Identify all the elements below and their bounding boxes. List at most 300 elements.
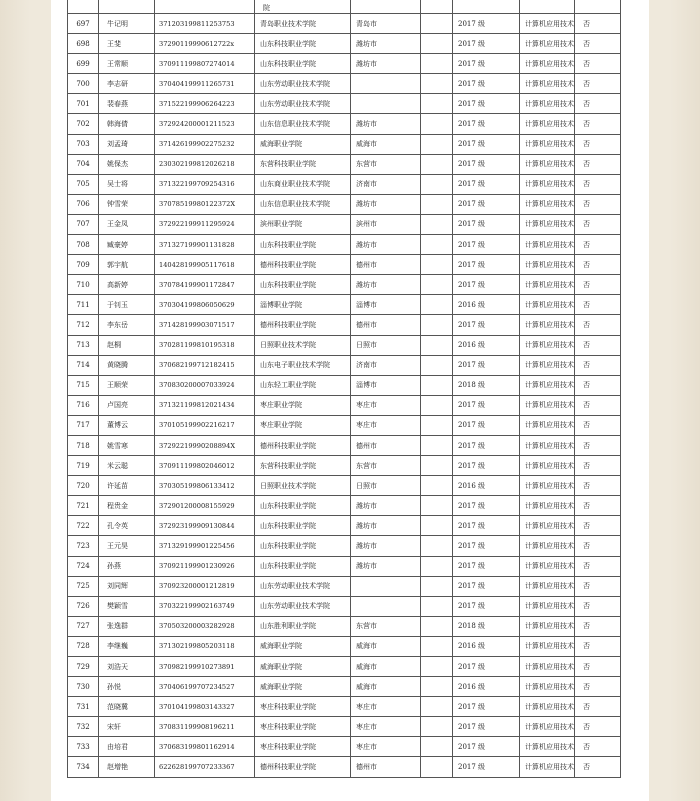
- row-number: 722: [68, 516, 99, 536]
- grade-year: 2017 级: [453, 14, 520, 34]
- table-row: [68, 235, 621, 255]
- city: 枣庄市: [351, 737, 421, 757]
- major: 计算机应用技术: [520, 737, 575, 757]
- grade-year: 2017 级: [453, 456, 520, 476]
- cell-empty: [421, 516, 453, 536]
- table-row: [68, 74, 621, 94]
- cell-empty: [421, 235, 453, 255]
- cell-empty: [421, 556, 453, 576]
- id-number: 370921199901230926: [155, 556, 255, 576]
- cell-empty: [68, 0, 99, 14]
- cell-empty: [421, 74, 453, 94]
- grade-year: 2017 级: [453, 315, 520, 335]
- student-name: 王金凤: [99, 214, 155, 234]
- grade-year: 2017 级: [453, 34, 520, 54]
- cell-empty: [421, 476, 453, 496]
- major: 计算机应用技术: [520, 214, 575, 234]
- cell-empty: [421, 395, 453, 415]
- id-number: 140428199905117618: [155, 255, 255, 275]
- row-number: 700: [68, 74, 99, 94]
- school-name: 德州科技职业学院: [255, 757, 351, 777]
- city: 济南市: [351, 355, 421, 375]
- row-number: 706: [68, 194, 99, 214]
- row-number: 708: [68, 235, 99, 255]
- student-name: 李志研: [99, 74, 155, 94]
- city: 潍坊市: [351, 235, 421, 255]
- row-number: 717: [68, 415, 99, 435]
- student-name: 刘浩天: [99, 657, 155, 677]
- major: 计算机应用技术: [520, 536, 575, 556]
- status: 否: [575, 757, 621, 777]
- city: 德州市: [351, 435, 421, 455]
- city: 潍坊市: [351, 496, 421, 516]
- row-number: 711: [68, 295, 99, 315]
- student-table: [67, 0, 621, 778]
- student-name: 李继巍: [99, 636, 155, 656]
- cell-empty: [421, 657, 453, 677]
- city: 德州市: [351, 255, 421, 275]
- table-row: [68, 54, 621, 74]
- cell-empty: [421, 456, 453, 476]
- table-row: [68, 435, 621, 455]
- school-name: 日照职业技术学院: [255, 335, 351, 355]
- cell-empty: [421, 114, 453, 134]
- status: 否: [575, 255, 621, 275]
- major: 计算机应用技术: [520, 335, 575, 355]
- row-number: 728: [68, 636, 99, 656]
- cell-empty: [99, 0, 155, 14]
- major: 计算机应用技术: [520, 657, 575, 677]
- cell-empty: [421, 496, 453, 516]
- student-name: 臧豪婷: [99, 235, 155, 255]
- id-number: 622628199707233367: [155, 757, 255, 777]
- id-number: 37292219990208894X: [155, 435, 255, 455]
- status: 否: [575, 335, 621, 355]
- student-name: 由培君: [99, 737, 155, 757]
- school-name: 威海职业学院: [255, 134, 351, 154]
- table-row: [68, 174, 621, 194]
- major: 计算机应用技术: [520, 54, 575, 74]
- school-name: 威海职业学院: [255, 636, 351, 656]
- school-name: 山东劳动职业技术学院: [255, 74, 351, 94]
- id-number: 372922199911295924: [155, 214, 255, 234]
- status: 否: [575, 576, 621, 596]
- grade-year: 2017 级: [453, 94, 520, 114]
- city: 淄博市: [351, 375, 421, 395]
- row-number: 704: [68, 154, 99, 174]
- status: 否: [575, 536, 621, 556]
- school-name: 日照职业技术学院: [255, 476, 351, 496]
- status: 否: [575, 355, 621, 375]
- row-number: 731: [68, 697, 99, 717]
- major: 计算机应用技术: [520, 74, 575, 94]
- row-number: 713: [68, 335, 99, 355]
- id-number: 370305199806133412: [155, 476, 255, 496]
- status: 否: [575, 214, 621, 234]
- row-number: 699: [68, 54, 99, 74]
- major: 计算机应用技术: [520, 94, 575, 114]
- status: 否: [575, 114, 621, 134]
- student-name: 张逸群: [99, 616, 155, 636]
- grade-year: 2017 级: [453, 415, 520, 435]
- table-row: [68, 34, 621, 54]
- row-number: 724: [68, 556, 99, 576]
- school-name: 东营科技职业学院: [255, 154, 351, 174]
- city: 东营市: [351, 154, 421, 174]
- student-name: 黄晓腾: [99, 355, 155, 375]
- row-number: 698: [68, 34, 99, 54]
- major: 计算机应用技术: [520, 295, 575, 315]
- city: 东营市: [351, 456, 421, 476]
- student-name: 王元昊: [99, 536, 155, 556]
- cell-empty: [421, 0, 453, 14]
- school-name: 山东科技职业学院: [255, 54, 351, 74]
- status: 否: [575, 34, 621, 54]
- id-number: 372924200001211523: [155, 114, 255, 134]
- cell-empty: [421, 737, 453, 757]
- table-row: [68, 355, 621, 375]
- grade-year: 2016 级: [453, 295, 520, 315]
- status: 否: [575, 496, 621, 516]
- row-number: 723: [68, 536, 99, 556]
- school-name: 山东科技职业学院: [255, 34, 351, 54]
- cell-empty: [421, 757, 453, 777]
- student-name: 牛记明: [99, 14, 155, 34]
- grade-year: 2018 级: [453, 375, 520, 395]
- row-number: 730: [68, 677, 99, 697]
- id-number: 37290119990612722x: [155, 34, 255, 54]
- status: 否: [575, 657, 621, 677]
- table-row: [68, 476, 621, 496]
- status: 否: [575, 636, 621, 656]
- id-number: 370304199806050629: [155, 295, 255, 315]
- cell-empty: [421, 596, 453, 616]
- table-row: [68, 295, 621, 315]
- school-name: 山东科技职业学院: [255, 235, 351, 255]
- status: 否: [575, 697, 621, 717]
- table-row: [68, 154, 621, 174]
- student-name: 钟雪荣: [99, 194, 155, 214]
- table-row: [68, 616, 621, 636]
- grade-year: 2017 级: [453, 134, 520, 154]
- major: 计算机应用技术: [520, 717, 575, 737]
- major: 计算机应用技术: [520, 235, 575, 255]
- row-number: 714: [68, 355, 99, 375]
- student-name: 卢国亮: [99, 395, 155, 415]
- student-name: 刘同辉: [99, 576, 155, 596]
- cell-empty: [421, 275, 453, 295]
- table-row: [68, 214, 621, 234]
- city: [351, 94, 421, 114]
- major: 计算机应用技术: [520, 435, 575, 455]
- grade-year: 2017 级: [453, 174, 520, 194]
- cell-empty: [575, 0, 621, 14]
- city: 潍坊市: [351, 536, 421, 556]
- major: 计算机应用技术: [520, 395, 575, 415]
- cell-empty: [421, 335, 453, 355]
- id-number: 370830200007033924: [155, 375, 255, 395]
- major: 计算机应用技术: [520, 255, 575, 275]
- grade-year: 2017 级: [453, 194, 520, 214]
- id-number: 371329199901225456: [155, 536, 255, 556]
- id-number: 371302199805203118: [155, 636, 255, 656]
- grade-year: 2016 级: [453, 677, 520, 697]
- cell-empty: [421, 636, 453, 656]
- city: 德州市: [351, 757, 421, 777]
- id-number: 370683199801162914: [155, 737, 255, 757]
- row-number: 707: [68, 214, 99, 234]
- row-number: 734: [68, 757, 99, 777]
- table-row: [68, 134, 621, 154]
- major: 计算机应用技术: [520, 154, 575, 174]
- city: 滨州市: [351, 214, 421, 234]
- major: 计算机应用技术: [520, 194, 575, 214]
- grade-year: 2017 级: [453, 697, 520, 717]
- school-name: 枣庄职业学院: [255, 415, 351, 435]
- city: 威海市: [351, 636, 421, 656]
- table-row: [68, 94, 621, 114]
- table-row: [68, 697, 621, 717]
- table-row: [68, 596, 621, 616]
- student-name: 高新婷: [99, 275, 155, 295]
- school-name: 山东商业职业技术学院: [255, 174, 351, 194]
- grade-year: 2017 级: [453, 496, 520, 516]
- status: 否: [575, 315, 621, 335]
- cell-empty: [421, 536, 453, 556]
- status: 否: [575, 74, 621, 94]
- city: 日照市: [351, 476, 421, 496]
- school-name: 山东劳动职业技术学院: [255, 94, 351, 114]
- id-number: 37078519980122372X: [155, 194, 255, 214]
- grade-year: 2016 级: [453, 476, 520, 496]
- city: 威海市: [351, 134, 421, 154]
- cell-empty: [453, 0, 520, 14]
- cell-empty: [421, 576, 453, 596]
- id-number: 371203199811253753: [155, 14, 255, 34]
- row-number: 719: [68, 456, 99, 476]
- student-name: 姚保杰: [99, 154, 155, 174]
- cell-empty: [421, 14, 453, 34]
- student-name: 孔令英: [99, 516, 155, 536]
- status: 否: [575, 435, 621, 455]
- major: 计算机应用技术: [520, 677, 575, 697]
- cell-empty: [421, 697, 453, 717]
- id-number: 370911199807274014: [155, 54, 255, 74]
- status: 否: [575, 134, 621, 154]
- cell-empty: [351, 0, 421, 14]
- major: 计算机应用技术: [520, 456, 575, 476]
- status: 否: [575, 235, 621, 255]
- major: 计算机应用技术: [520, 14, 575, 34]
- cell-empty: [421, 315, 453, 335]
- school-name: 山东科技职业学院: [255, 496, 351, 516]
- school-name: 枣庄科技职业学院: [255, 717, 351, 737]
- cell-empty: [421, 415, 453, 435]
- grade-year: 2017 级: [453, 54, 520, 74]
- cell-empty: [421, 34, 453, 54]
- row-number: 726: [68, 596, 99, 616]
- school-name: 山东电子职业技术学院: [255, 355, 351, 375]
- status: 否: [575, 596, 621, 616]
- status: 否: [575, 456, 621, 476]
- cell-empty: [421, 435, 453, 455]
- student-name: 程贵金: [99, 496, 155, 516]
- student-name: 王常顺: [99, 54, 155, 74]
- major: 计算机应用技术: [520, 757, 575, 777]
- major: 计算机应用技术: [520, 34, 575, 54]
- grade-year: 2017 级: [453, 154, 520, 174]
- school-name: 德州科技职业学院: [255, 315, 351, 335]
- major: 计算机应用技术: [520, 697, 575, 717]
- table-row: [68, 536, 621, 556]
- student-name: 赵增艳: [99, 757, 155, 777]
- city: 威海市: [351, 657, 421, 677]
- cell-empty: [421, 214, 453, 234]
- school-name: 滨州职业学院: [255, 214, 351, 234]
- row-number: 733: [68, 737, 99, 757]
- id-number: 370104199803143327: [155, 697, 255, 717]
- row-number: 712: [68, 315, 99, 335]
- city: 潍坊市: [351, 194, 421, 214]
- student-name: 赵桐: [99, 335, 155, 355]
- status: 否: [575, 516, 621, 536]
- cell-empty: [421, 54, 453, 74]
- grade-year: 2017 级: [453, 596, 520, 616]
- student-name: 孙燕: [99, 556, 155, 576]
- table-row: [68, 556, 621, 576]
- city: 枣庄市: [351, 395, 421, 415]
- school-name: 东营科技职业学院: [255, 456, 351, 476]
- student-name: 孙悦: [99, 677, 155, 697]
- row-number: 709: [68, 255, 99, 275]
- school-fragment: 院: [255, 0, 351, 14]
- grade-year: 2017 级: [453, 737, 520, 757]
- city: 青岛市: [351, 14, 421, 34]
- city: 潍坊市: [351, 54, 421, 74]
- student-name: 许延苗: [99, 476, 155, 496]
- school-name: 山东劳动职业技术学院: [255, 576, 351, 596]
- table-row: [68, 757, 621, 777]
- student-name: 米云聪: [99, 456, 155, 476]
- student-name: 范晓冀: [99, 697, 155, 717]
- table-row: [68, 496, 621, 516]
- cell-empty: [421, 174, 453, 194]
- table-row: [68, 275, 621, 295]
- school-name: 山东轻工职业学院: [255, 375, 351, 395]
- city: 威海市: [351, 677, 421, 697]
- status: 否: [575, 616, 621, 636]
- cell-empty: [421, 134, 453, 154]
- table-row: [68, 717, 621, 737]
- row-number: 710: [68, 275, 99, 295]
- student-name: 韩海倩: [99, 114, 155, 134]
- cell-empty: [421, 255, 453, 275]
- major: 计算机应用技术: [520, 375, 575, 395]
- status: 否: [575, 94, 621, 114]
- school-name: 威海职业学院: [255, 657, 351, 677]
- major: 计算机应用技术: [520, 516, 575, 536]
- grade-year: 2017 级: [453, 214, 520, 234]
- table-row: [68, 335, 621, 355]
- major: 计算机应用技术: [520, 556, 575, 576]
- id-number: 370982199910273891: [155, 657, 255, 677]
- student-name: 宋轩: [99, 717, 155, 737]
- table-row: [68, 375, 621, 395]
- id-number: 370911199802046012: [155, 456, 255, 476]
- status: 否: [575, 154, 621, 174]
- id-number: 370682199712182415: [155, 355, 255, 375]
- major: 计算机应用技术: [520, 616, 575, 636]
- grade-year: 2017 级: [453, 576, 520, 596]
- school-name: 山东科技职业学院: [255, 275, 351, 295]
- school-name: 淄博职业学院: [255, 295, 351, 315]
- major: 计算机应用技术: [520, 275, 575, 295]
- id-number: 230302199812026218: [155, 154, 255, 174]
- status: 否: [575, 194, 621, 214]
- table-row: [68, 255, 621, 275]
- grade-year: 2018 级: [453, 616, 520, 636]
- cell-empty: [421, 717, 453, 737]
- row-number: 721: [68, 496, 99, 516]
- table-row: [68, 657, 621, 677]
- student-table-body: [68, 0, 621, 777]
- city: 东营市: [351, 616, 421, 636]
- grade-year: 2016 级: [453, 335, 520, 355]
- id-number: 371321199812021434: [155, 395, 255, 415]
- table-row: [68, 415, 621, 435]
- school-name: 枣庄科技职业学院: [255, 737, 351, 757]
- cell-empty: [520, 0, 575, 14]
- city: [351, 596, 421, 616]
- id-number: 370404199911265731: [155, 74, 255, 94]
- row-number: 701: [68, 94, 99, 114]
- status: 否: [575, 415, 621, 435]
- row-number: 715: [68, 375, 99, 395]
- grade-year: 2017 级: [453, 757, 520, 777]
- city: 潍坊市: [351, 516, 421, 536]
- table-row: [68, 315, 621, 335]
- grade-year: 2017 级: [453, 717, 520, 737]
- id-number: 372901200008155929: [155, 496, 255, 516]
- grade-year: 2017 级: [453, 275, 520, 295]
- grade-year: 2017 级: [453, 235, 520, 255]
- status: 否: [575, 476, 621, 496]
- student-name: 裴春燕: [99, 94, 155, 114]
- id-number: 371522199906264223: [155, 94, 255, 114]
- grade-year: 2017 级: [453, 74, 520, 94]
- city: 潍坊市: [351, 114, 421, 134]
- id-number: 370322199902163749: [155, 596, 255, 616]
- table-row: [68, 456, 621, 476]
- row-number: 703: [68, 134, 99, 154]
- school-name: 山东科技职业学院: [255, 536, 351, 556]
- school-name: 山东劳动职业技术学院: [255, 596, 351, 616]
- status: 否: [575, 395, 621, 415]
- school-name: 德州科技职业学院: [255, 255, 351, 275]
- table-row: [68, 395, 621, 415]
- school-name: 青岛职业技术学院: [255, 14, 351, 34]
- student-name: 郭宇航: [99, 255, 155, 275]
- row-number: 702: [68, 114, 99, 134]
- student-name: 王斐: [99, 34, 155, 54]
- major: 计算机应用技术: [520, 355, 575, 375]
- cell-empty: [421, 194, 453, 214]
- grade-year: 2017 级: [453, 536, 520, 556]
- city: 淄博市: [351, 295, 421, 315]
- row-number: 705: [68, 174, 99, 194]
- status: 否: [575, 275, 621, 295]
- id-number: 370281199810195318: [155, 335, 255, 355]
